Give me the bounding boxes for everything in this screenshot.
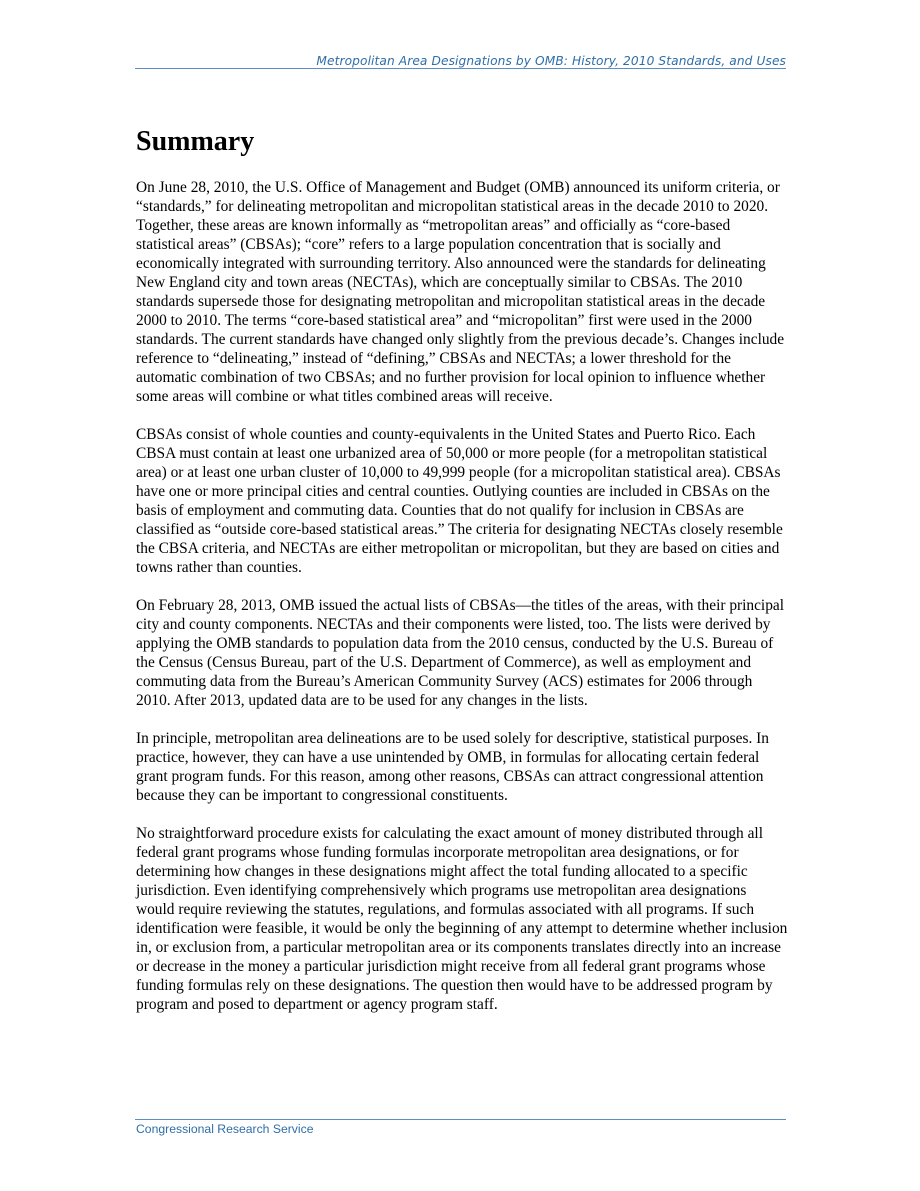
summary-paragraph-5: No straightforward procedure exists for calculating the exact amount of money distributed through all federal grant programs whose funding formulas incorporate metropolitan area designations, or for determining how changes in these designations might affect the total funding allocated to a specific jurisdiction. Even identifying comprehensively which programs use metropolitan area designations would require reviewing the statutes, regulations, and formulas associated with all programs. If such identification were feasible, it would be only the beginning of any attempt to determine whether inclusion in, or exclusion from, a particular metropolitan area or its components translates directly into an increase or decrease in the money a particular jurisdiction might receive from all federal grant programs whose funding formulas rely on these designations. The question then would have to be addressed program by program and posed to department or agency program staff.: [136, 825, 788, 1013]
summary-paragraph-3: On February 28, 2013, OMB issued the actual lists of CBSAs—the titles of the areas, with their principal city and county components. NECTAs and their components were listed, too. The lists were derived by applying the OMB standards to population data from the 2010 census, conducted by the U.S. Bureau of the Census (Census Bureau, part of the U.S. Department of Commerce), as well as employment and commuting data from the Bureau’s American Community Survey (ACS) estimates for 2006 through 2010. After 2013, updated data are to be used for any changes in the lists.: [136, 597, 785, 709]
summary-paragraph-1: On June 28, 2010, the U.S. Office of Management and Budget (OMB) announced its uniform criteria, or “standards,” for delineating metropolitan and micropolitan statistical areas in the decade 2010 to 2020. Together, these areas are known informally as “metropolitan areas” and officially as “core-based statistical areas” (CBSAs); “core” refers to a large population concentration that is socially and economically integrated with surrounding territory. Also announced were the standards for delineating New England city and town areas (NECTAs), which are conceptually similar to CBSAs. The 2010 standards supersede those for designating metropolitan and micropolitan statistical areas in the decade 2000 to 2010. The terms “core-based statistical area” and “micropolitan” first were used in the 2000 standards. The current standards have changed only slightly from the previous decade’s. Changes include reference to “delineating,” instead of “defining,” CBSAs and NECTAs; a lower threshold for the automatic combination of two CBSAs; and no further provision for local opinion to influence whether some areas will combine or what titles combined areas will receive.: [136, 179, 785, 405]
footer-publisher: Congressional Research Service: [136, 1122, 314, 1136]
summary-paragraph-4: In principle, metropolitan area delineations are to be used solely for descriptive, statistical purposes. In practice, however, they can have a use unintended by OMB, in formulas for allocating certain federal grant program funds. For this reason, among other reasons, CBSAs can attract congressional attention because they can be important to congressional constituents.: [136, 730, 769, 804]
running-header: Metropolitan Area Designations by OMB: History, 2010 Standards, and Uses: [316, 54, 786, 68]
footer-divider: [135, 1119, 786, 1120]
summary-paragraph-2: CBSAs consist of whole counties and county-equivalents in the United States and Puerto Rico. Each CBSA must contain at least one urbanized area of 50,000 or more people (for a metropolitan statistical area) or at least one urban cluster of 10,000 to 49,999 people (for a micropolitan statistical area). CBSAs have one or more principal cities and central counties. Outlying counties are included in CBSAs on the basis of employment and commuting data. Counties that do not qualify for inclusion in CBSAs are classified as “outside core-based statistical areas.” The criteria for designating NECTAs closely resemble the CBSA criteria, and NECTAs are either metropolitan or micropolitan, but they are based on cities and towns rather than counties.: [136, 426, 783, 576]
summary-body: [136, 178, 788, 1033]
header-divider: [135, 68, 786, 69]
page-title: Summary: [136, 126, 255, 157]
